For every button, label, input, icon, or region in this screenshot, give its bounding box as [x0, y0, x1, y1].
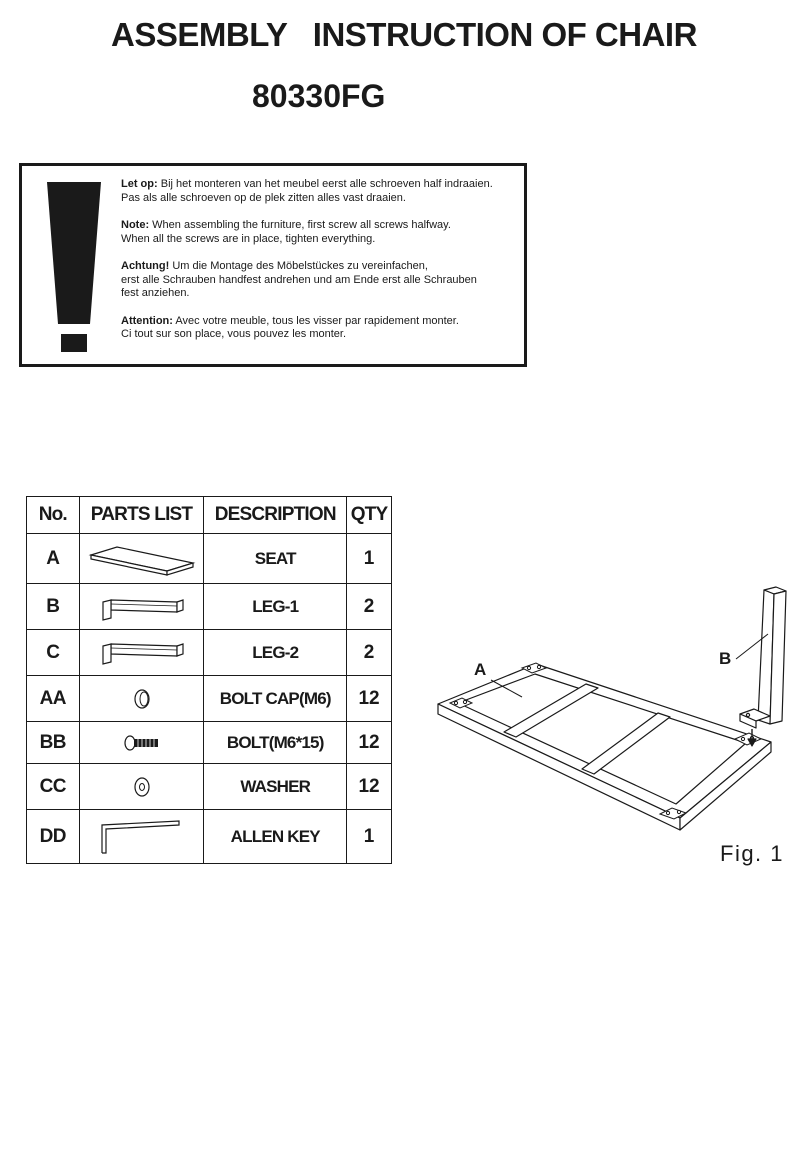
part-qty: 1	[347, 810, 392, 864]
parts-table	[26, 496, 392, 864]
seat-frame-drawing	[438, 664, 771, 830]
part-no: C	[27, 630, 80, 676]
part-no: B	[27, 584, 80, 630]
part-no: BB	[27, 722, 80, 764]
model-number: 80330FG	[252, 78, 386, 114]
table-row	[27, 676, 392, 722]
leg-b-drawing	[740, 587, 786, 746]
notice-paragraph-fr: Attention: Avec votre meuble, tous les visser par rapidement monter. Ci tout sur son place, vous pouvez les monter.	[121, 314, 459, 340]
header-parts-list: PARTS LIST	[79, 497, 204, 534]
allen-key-icon	[97, 817, 187, 857]
notice-box	[19, 163, 527, 367]
bolt-icon	[122, 731, 162, 755]
table-row	[27, 764, 392, 810]
part-no: DD	[27, 810, 80, 864]
leg-icon	[97, 638, 187, 668]
table-row	[27, 810, 392, 864]
notice-paragraph-de: Achtung! Um die Montage des Möbelstückes zu vereinfachen, erst alle Schrauben handfest andrehen und am Ende erst alle Schrauben fest anziehen.	[121, 260, 477, 299]
part-description: LEG-2	[204, 630, 347, 676]
figure-label: Fig. 1	[720, 841, 785, 866]
document-title: ASSEMBLY INSTRUCTION OF CHAIR	[111, 16, 697, 53]
part-no: A	[27, 534, 80, 584]
callout-b: B	[719, 649, 732, 668]
notice-paragraph-nl: Let op: Bij het monteren van het meubel eerst alle schroeven half indraaien. Pas als alle schroeven op de plek zitten alles vast draaien.	[121, 178, 493, 204]
part-description: WASHER	[204, 764, 347, 810]
header-no: No.	[27, 497, 80, 534]
notice-text	[121, 178, 521, 356]
part-description: ALLEN KEY	[204, 810, 347, 864]
header-description: DESCRIPTION	[204, 497, 347, 534]
part-description: SEAT	[204, 534, 347, 584]
washer-icon	[127, 772, 157, 802]
table-row	[27, 630, 392, 676]
notice-paragraph-en: Note: When assembling the furniture, first screw all screws halfway. When all the screws are in place, tighten everything.	[121, 219, 451, 245]
part-qty: 1	[347, 534, 392, 584]
part-qty: 12	[347, 764, 392, 810]
table-row	[27, 722, 392, 764]
leg-icon	[97, 592, 187, 622]
part-qty: 12	[347, 722, 392, 764]
part-description: BOLT CAP(M6)	[204, 676, 347, 722]
header-qty: QTY	[347, 497, 392, 534]
part-no: AA	[27, 676, 80, 722]
exclamation-icon	[44, 179, 104, 354]
part-qty: 2	[347, 584, 392, 630]
assembly-figure	[436, 582, 806, 852]
seat-panel-icon	[87, 541, 197, 577]
table-row	[27, 534, 392, 584]
part-no: CC	[27, 764, 80, 810]
part-qty: 12	[347, 676, 392, 722]
part-qty: 2	[347, 630, 392, 676]
bolt-cap-icon	[127, 684, 157, 714]
parts-table-header	[27, 497, 392, 534]
callout-a: A	[474, 660, 487, 679]
part-description: LEG-1	[204, 584, 347, 630]
part-description: BOLT(M6*15)	[204, 722, 347, 764]
table-row	[27, 584, 392, 630]
